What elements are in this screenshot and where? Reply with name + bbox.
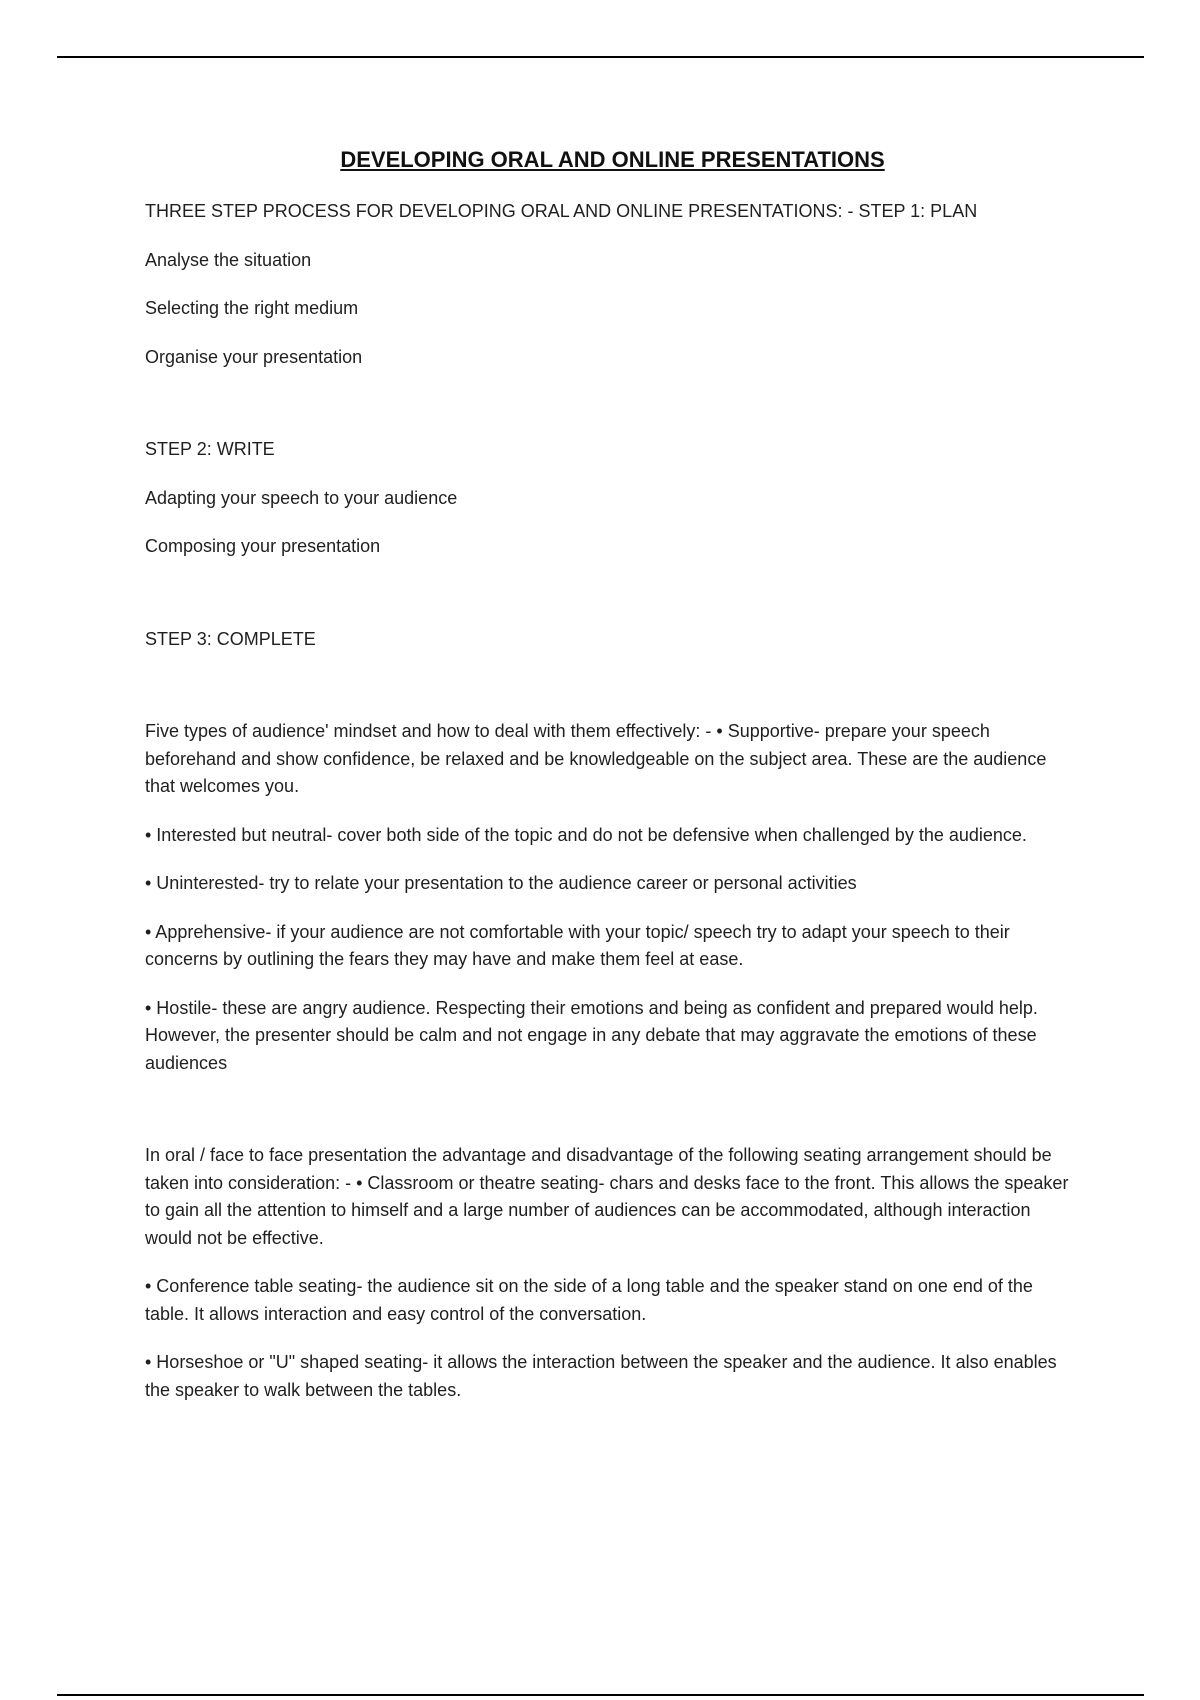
spacer <box>145 674 1080 718</box>
audience-paragraph: • Interested but neutral- cover both side of the topic and do not be defensive when challenged by the audience. <box>145 824 1027 845</box>
step2-item: Adapting your speech to your audience <box>145 487 458 508</box>
step1-item: Selecting the right medium <box>145 298 359 318</box>
seating-paragraph: • Horseshoe or "U" shaped seating- it allows the interaction between the speaker and the audience. It also enables the speaker to walk between the tables. <box>145 1352 1057 1400</box>
footer-rule <box>57 1694 1144 1696</box>
document-page <box>145 140 1080 1425</box>
seating-paragraph: • Conference table seating- the audience sit on the side of a long table and the speaker stand on one end of the table. It allows interaction and easy control of the conversation. <box>145 1276 1033 1324</box>
audience-paragraph: Five types of audience' mindset and how to deal with them effectively: - • Supportive- prepare your speech beforehand and show confidence, be relaxed and be knowledgeable on the subject area. These are the audience that welcomes you. <box>145 721 1047 796</box>
spacer <box>145 1098 1080 1142</box>
step2-item: Composing your presentation <box>145 536 381 556</box>
document-title: DEVELOPING ORAL AND ONLINE PRESENTATIONS <box>340 147 885 172</box>
step1-item: Organise your presentation <box>145 346 363 367</box>
seating-paragraph: In oral / face to face presentation the advantage and disadvantage of the following seating arrangement should be taken into consideration: - • Classroom or theatre seating- chars and desks face to the front. This allows the speaker to gain all the attention to himself and a large number of audiences can be accommodated, although interaction would not be effective. <box>145 1145 1069 1248</box>
step1-item: Analyse the situation <box>145 249 312 270</box>
audience-paragraph: • Apprehensive- if your audience are not comfortable with your topic/ speech try to adapt your speech to their concerns by outlining the fears they may have and make them feel at ease. <box>145 921 1010 969</box>
step1-intro: THREE STEP PROCESS FOR DEVELOPING ORAL AND ONLINE PRESENTATIONS: - STEP 1: PLAN <box>145 201 978 221</box>
audience-paragraph: • Uninterested- try to relate your presentation to the audience career or personal activities <box>145 873 857 893</box>
step3-heading: STEP 3: COMPLETE <box>145 628 316 649</box>
audience-paragraph: • Hostile- these are angry audience. Respecting their emotions and being as confident and prepared would help. However, the presenter should be calm and not engage in any debate that may aggravate the emotions of these audiences <box>145 997 1038 1073</box>
step2-heading: STEP 2: WRITE <box>145 439 275 459</box>
header-rule <box>57 56 1144 58</box>
spacer <box>145 392 1080 436</box>
spacer <box>145 582 1080 626</box>
